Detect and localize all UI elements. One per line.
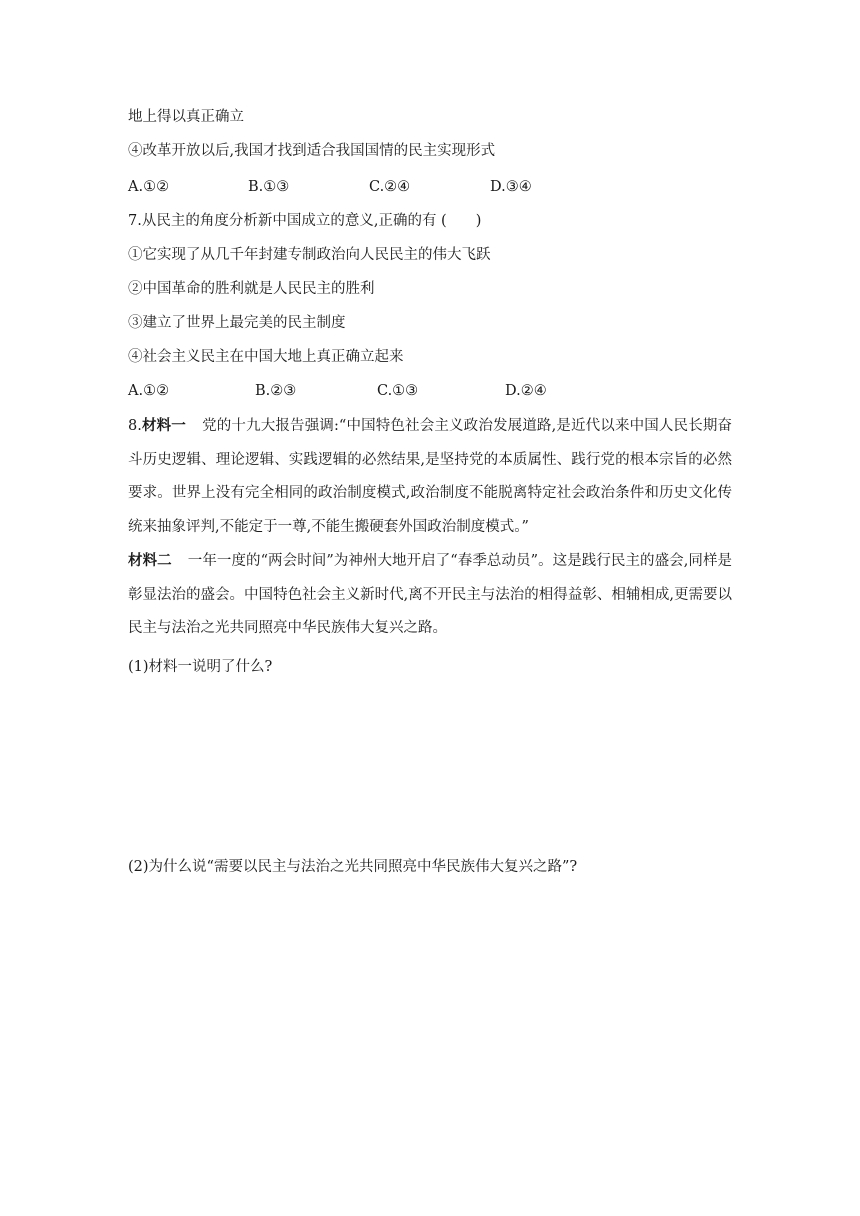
q7-item-4: ④社会主义民主在中国大地上真正确立起来 [128,349,404,365]
q8-number: 8. [128,418,142,434]
q8-subquestion-2: (2)为什么说“需要以民主与法治之光共同照亮中华民族伟大复兴之路”? [128,859,578,875]
q7-stem: 7.从民主的角度分析新中国成立的意义,正确的有 ( ) [128,213,482,229]
q7-option-c: C.①③ [377,383,419,399]
q7-option-a: A.①② [128,383,170,399]
q7-item-1: ①它实现了从几千年封建专制政治向人民民主的伟大飞跃 [128,247,491,263]
material-one-label: 材料一 [141,417,186,434]
q7-item-2: ②中国革命的胜利就是人民民主的胜利 [128,281,375,297]
q7-item-3: ③建立了世界上最完美的民主制度 [128,315,346,331]
q7-option-d: D.②④ [505,383,547,399]
material-two-text: 一年一度的“两会时间”为神州大地开启了“春季总动员”。这是践行民主的盛会,同样是彰显法治的盛会。中国特色社会主义新时代,离不开民主与法治的相得益彰、相辅相成,更需要以民主与法治之光共同照亮中华民族伟大复兴之路。 [128,553,733,636]
q6-option-b: B.①③ [248,179,290,195]
material-one-text: 党的十九大报告强调:“中国特色社会主义政治发展道路,是近代以来中国人民长期奋斗历史逻辑、理论逻辑、实践逻辑的必然结果,是坚持党的本质属性、践行党的根本宗旨的必然要求。世界上没有完全相同的政治制度模式,政治制度不能脱离特定社会政治条件和历史文化传统来抽象评判,不能定于一尊,不能生搬硬套外国政治制度模式。” [128,418,733,535]
q6-item-4: ④改革开放以后,我国才找到适合我国国情的民主实现形式 [128,143,496,159]
q6-continuation: 地上得以真正确立 [128,109,244,125]
material-two-label: 材料二 [128,552,172,569]
q7-option-b: B.②③ [255,383,297,399]
q6-option-a: A.①② [128,179,170,195]
q8-subquestion-1: (1)材料一说明了什么? [128,659,273,675]
q6-option-c: C.②④ [369,179,411,195]
q8-material-two [128,544,732,646]
q6-option-d: D.③④ [490,179,532,195]
q8-material-one [128,409,732,544]
